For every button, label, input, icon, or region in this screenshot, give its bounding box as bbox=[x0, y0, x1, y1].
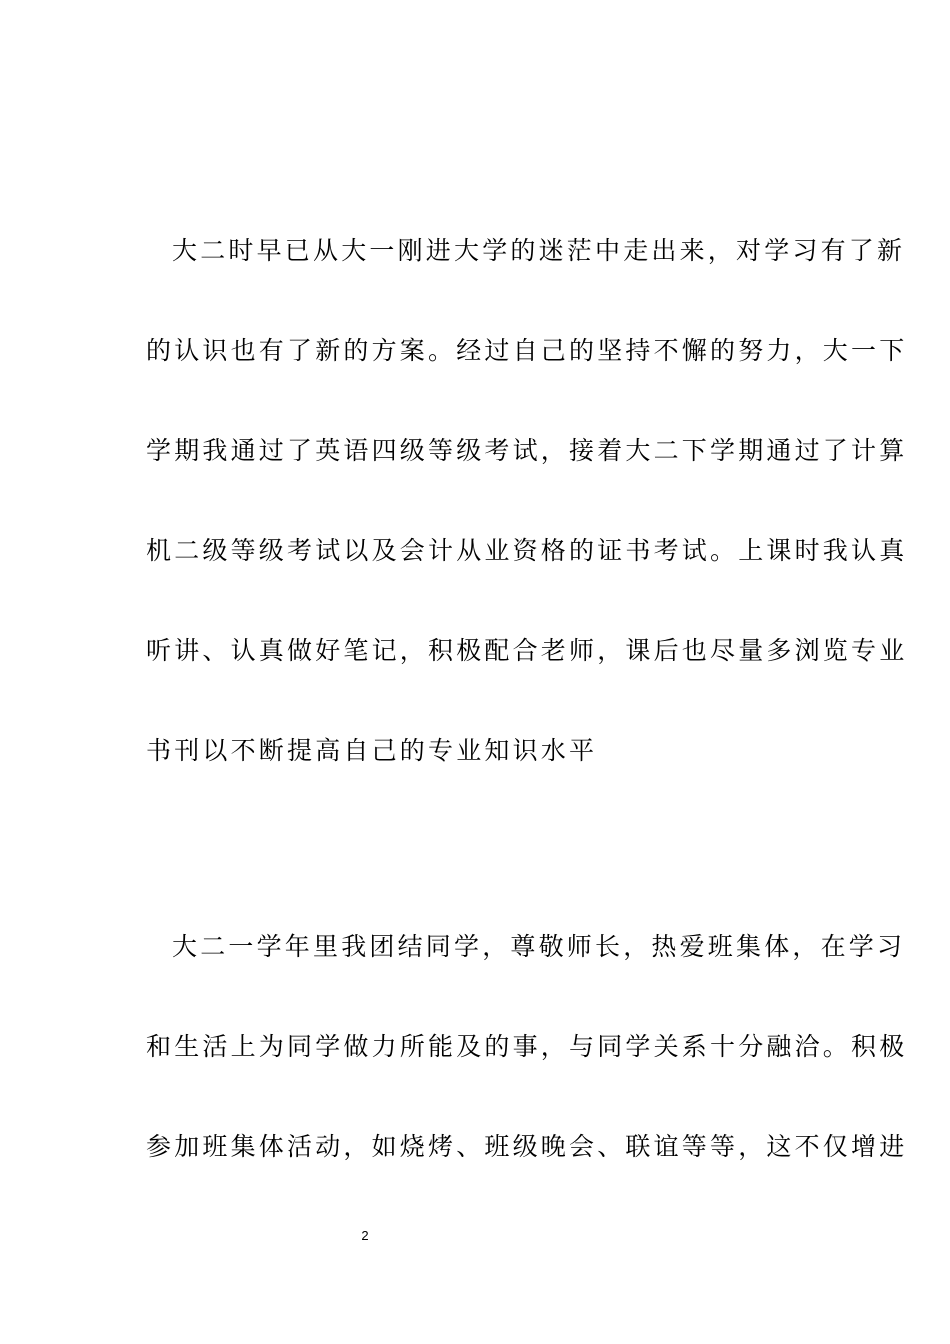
page-number: 2 bbox=[361, 1228, 369, 1243]
paragraph-line: 学期我通过了英语四级等级考试，接着大二下学期通过了计算 bbox=[146, 436, 908, 465]
paragraph-line: 机二级等级考试以及会计从业资格的证书考试。上课时我认真 bbox=[146, 536, 908, 565]
paragraph-line: 书刊以不断提高自己的专业知识水平 bbox=[146, 736, 598, 765]
paragraph-line: 大二时早已从大一刚进大学的迷茫中走出来，对学习有了新 bbox=[172, 236, 906, 265]
paragraph-line: 大二一学年里我团结同学，尊敬师长，热爱班集体，在学习 bbox=[172, 932, 906, 961]
paragraph-line: 的认识也有了新的方案。经过自己的坚持不懈的努力，大一下 bbox=[146, 336, 908, 365]
paragraph-line: 听讲、认真做好笔记，积极配合老师，课后也尽量多浏览专业 bbox=[146, 636, 908, 665]
paragraph-line: 参加班集体活动，如烧烤、班级晚会、联谊等等，这不仅增进 bbox=[146, 1132, 908, 1161]
paragraph-line: 和生活上为同学做力所能及的事，与同学关系十分融洽。积极 bbox=[146, 1032, 908, 1061]
